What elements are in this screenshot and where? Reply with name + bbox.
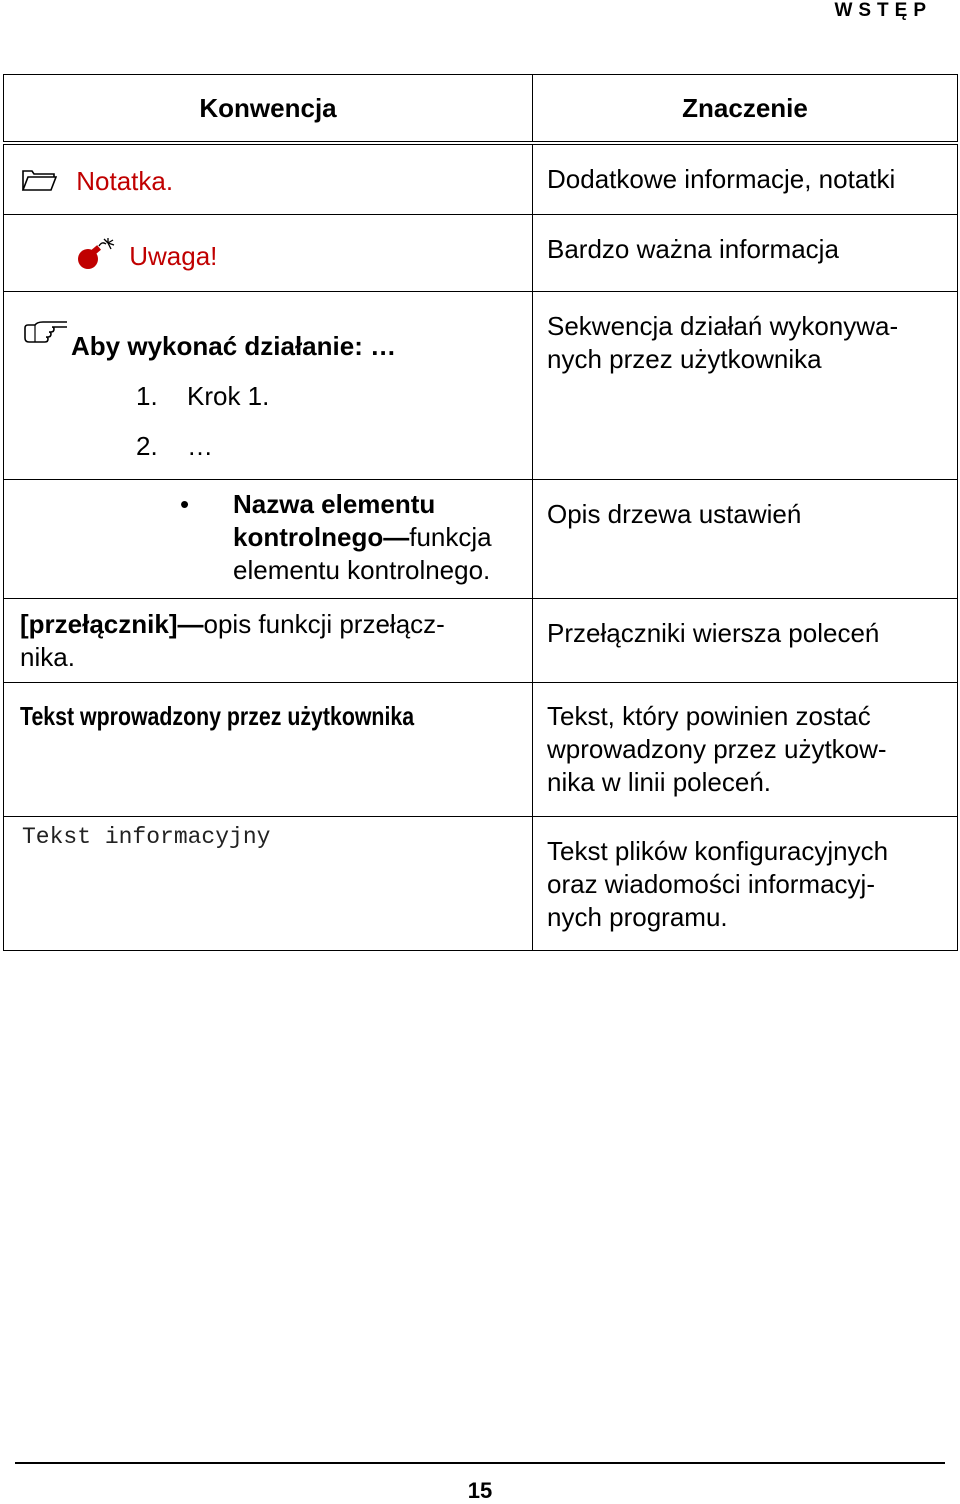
switch-description: opis funkcji przełącz- nika. [20, 608, 445, 672]
cell-warning-meaning [533, 214, 958, 291]
step-2-number: 2. [136, 430, 158, 461]
note-label: Notatka. [76, 166, 174, 196]
pointing-hand-icon [23, 316, 69, 354]
cell-info-text-convention [4, 816, 533, 950]
folder-outline-icon [21, 167, 57, 200]
table-row-user-input [4, 682, 958, 816]
table-row-procedure [4, 291, 958, 479]
page-number: 15 [467, 1478, 493, 1503]
procedure-label: Aby wykonać działanie: … [71, 330, 397, 361]
cell-note-meaning [533, 143, 958, 214]
cell-user-input-convention [4, 682, 533, 816]
cell-procedure-convention [4, 291, 533, 479]
conventions-table [3, 74, 958, 951]
tree-meaning: Opis drzewa ustawień [547, 498, 802, 529]
note-meaning: Dodatkowe informacje, notatki [547, 164, 896, 194]
cell-note-convention [4, 143, 533, 214]
tree-name: Nazwa elementu kontrolnego [233, 488, 436, 552]
cell-procedure-meaning [533, 291, 958, 479]
running-head: WSTĘP [834, 0, 932, 21]
table-row-warning [4, 214, 958, 291]
step-1-text: Krok 1. [187, 380, 270, 411]
step-2-text: … [187, 430, 213, 461]
cell-switch-convention [4, 598, 533, 682]
table-row-tree [4, 479, 958, 598]
warning-meaning: Bardzo ważna informacja [547, 233, 839, 264]
bomb-icon [74, 237, 118, 281]
user-input-meaning: Tekst, który powinien zostać wprowadzony przez użytkow- nika w linii poleceń. [547, 700, 887, 797]
switch-text [4, 599, 532, 674]
header-meaning: Znaczenie [533, 75, 958, 144]
user-input-label: Tekst wprowadzony przez użytkownika [20, 700, 415, 731]
switch-meaning: Przełączniki wiersza poleceń [547, 617, 880, 648]
cell-tree-meaning [533, 479, 958, 598]
tree-description: funkcja elementu kontrolnego. [233, 521, 492, 585]
table-row-switch [4, 598, 958, 682]
procedure-step-1 [23, 380, 532, 413]
info-text-label: Tekst informacyjny [22, 823, 271, 850]
warning-label: Uwaga! [129, 241, 218, 272]
header-convention: Konwencja [4, 75, 533, 144]
switch-dash: — [177, 608, 204, 639]
table-row-note [4, 143, 958, 214]
switch-name: [przełącznik] [20, 608, 178, 639]
table-header-row [4, 75, 958, 144]
cell-tree-convention [4, 479, 533, 598]
step-1-number: 1. [136, 380, 158, 411]
table-row-info-text [4, 816, 958, 950]
cell-user-input-meaning [533, 682, 958, 816]
info-text-meaning: Tekst plików konfiguracyjnych oraz wiadomości informacyj- nych programu. [547, 835, 889, 932]
cell-info-text-meaning [533, 816, 958, 950]
procedure-meaning: Sekwencja działań wykonywa- nych przez użytkownika [547, 310, 899, 374]
cell-switch-meaning [533, 598, 958, 682]
footer-rule [15, 1462, 945, 1464]
procedure-step-2 [23, 430, 532, 463]
tree-dash: — [383, 521, 410, 552]
cell-warning-convention [4, 214, 533, 291]
tree-bullet: • [180, 488, 190, 519]
